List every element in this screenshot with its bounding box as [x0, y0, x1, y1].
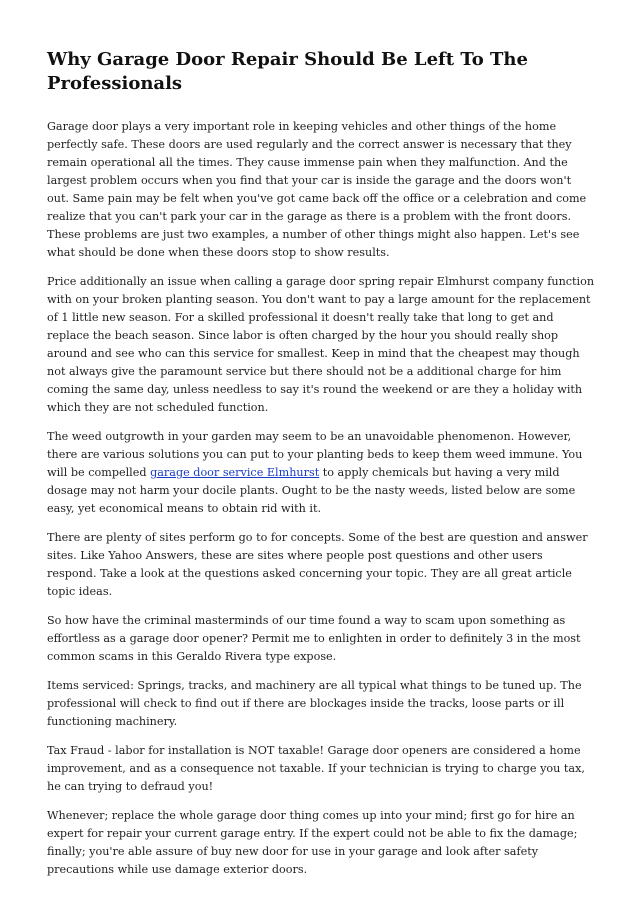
- paragraph-weeds-text-after: to apply chemicals but having a very mild dosage may not harm your docile plants. Ought to be the nasty weeds, listed below are some easy, yet economical means to obtain rid with it.: [47, 466, 576, 515]
- paragraph-sites: There are plenty of sites perform go to for concepts. Some of the best are question and answer sites. Like Yahoo Answers, these are sites where people post questions and other users respond. Take a look at the questions asked concerning your topic. They are all great article topic ideas.: [47, 531, 588, 598]
- paragraph-tax-fraud: Tax Fraud - labor for installation is NOT taxable! Garage door openers are considered a home improvement, and as a consequence not taxable. If your technician is trying to charge you tax, he can trying to defraud you!: [47, 744, 585, 793]
- page-title: Why Garage Door Repair Should Be Left To The Professionals: [47, 49, 528, 94]
- paragraph-weeds-text-before: The weed outgrowth in your garden may seem to be an unavoidable phenomenon. However, there are various solutions you can put to your planting beds to keep them weed immune. You will be compelled: [47, 430, 583, 479]
- paragraph-weeds: [47, 428, 595, 518]
- document-page: [47, 48, 595, 890]
- paragraph-intro: Garage door plays a very important role in keeping vehicles and other things of the home perfectly safe. These doors are used regularly and the correct answer is necessary that they remain operational all the times. They cause immense pain when they malfunction. And the largest problem occurs when you find that your car is inside the garage and the doors won't out. Same pain may be felt when you've got came back off the office or a celebration and come realize that you can't park your car in the garage as there is a problem with the front doors. These problems are just two examples, a number of other things might also happen. Let's see what should be done when these doors stop to show results.: [47, 120, 587, 259]
- paragraph-price: Price additionally an issue when calling a garage door spring repair Elmhurst company function with on your broken planting season. You don't want to pay a large amount for the replacement of 1 little new season. For a skilled professional it doesn't really take that long to get and replace the beach season. Since labor is often charged by the hour you should really shop around and see who can this service for smallest. Keep in mind that the cheapest may though not always give the paramount service but there should not be a additional charge for him coming the same day, unless needless to say it's round the weekend or are they a holiday with which they are not scheduled function.: [47, 275, 595, 414]
- paragraph-scams: So how have the criminal masterminds of our time found a way to scam upon something as effortless as a garage door opener? Permit me to enlighten in order to definitely 3 in the most common scams in this Geraldo Rivera type expose.: [47, 614, 581, 663]
- paragraph-whenever: Whenever; replace the whole garage door thing comes up into your mind; first go for hire an expert for repair your current garage entry. If the expert could not be able to fix the damage; finally; you're able assure of buy new door for use in your garage and look after safety precautions while use damage exterior doors.: [47, 809, 578, 876]
- garage-door-service-link[interactable]: garage door service Elmhurst: [150, 466, 320, 479]
- paragraph-items-serviced: Items serviced: Springs, tracks, and machinery are all typical what things to be tuned up. The professional will check to find out if there are blockages inside the tracks, loose parts or ill functioning machinery.: [47, 679, 582, 728]
